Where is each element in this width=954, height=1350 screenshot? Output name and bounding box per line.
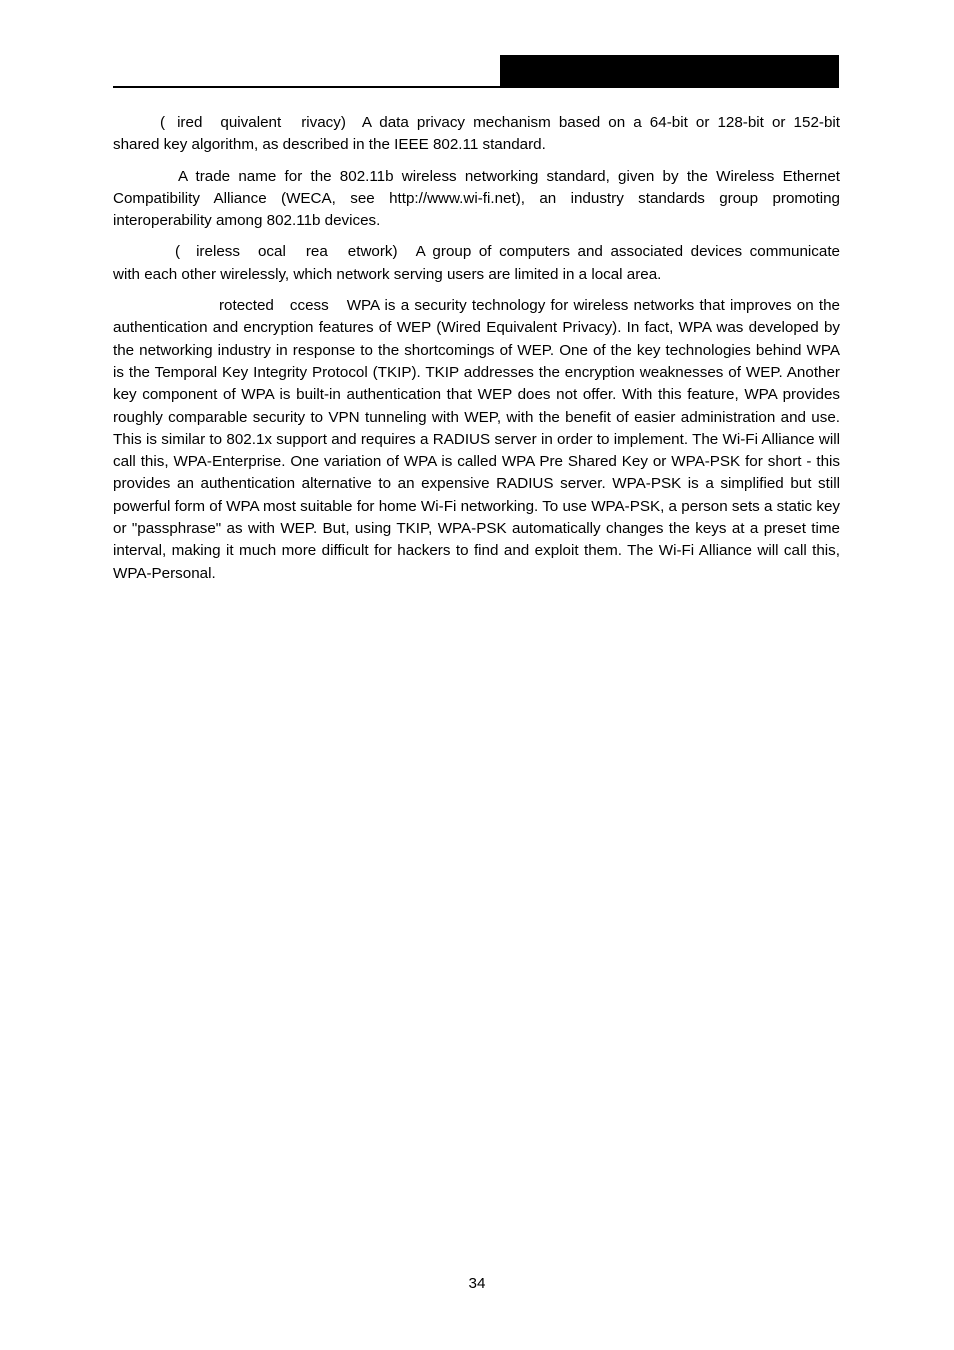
wep-term-fragment: quivalent [220,114,282,131]
wlan-term-fragment: etwork) [347,243,398,261]
glossary-entry-wlan [113,241,840,286]
glossary-entry-wifi [113,166,840,233]
wlan-term-fragment: ireless [196,243,240,261]
wep-term-fragment: rivacy) [301,114,346,131]
wep-term-fragment: ired [177,114,203,131]
header-bar [500,55,839,88]
glossary-entry-wpa [113,295,840,585]
wpa-term-fragment: ccess [289,297,329,315]
wifi-definition: A trade name for the 802.11b wireless networking standard, given by the Wireless Ethernet Compatibility Alliance (WECA, see http://www.wi-fi.net), an industry standards group promoting interoperability among 802.11b devices. [113,167,840,230]
wep-definition: A data privacy mechanism based on a 64-bit or 128-bit or 152-bit shared key algorithm, as described in the IEEE 802.11 standard. [113,114,840,154]
wlan-term-fragment: ( [175,243,181,261]
wep-term-fragment: ( [160,114,166,131]
wlan-term-fragment: rea [305,243,328,261]
wpa-term-fragment: rotected [219,297,274,315]
page-number: 34 [468,1275,486,1292]
wlan-definition: A group of computers and associated devices communicate with each other wirelessly, which network serving users are limited in a local area. [113,243,840,283]
wlan-term-fragment: ocal [257,243,286,261]
glossary-entry-wep [113,112,840,157]
glossary-content [113,112,840,594]
wpa-definition: WPA is a security technology for wireless networks that improves on the authentication and encryption features of WEP (Wired Equivalent Privacy). In fact, WPA was developed by the networking industry in response to the shortcomings of WEP. One of the key technologies behind WPA is the Temporal Key Integrity Protocol (TKIP). TKIP addresses the encryption weaknesses of WEP. Another key component of WPA is built-in authentication that WEP does not offer. With this feature, WPA provides roughly comparable security to VPN tunneling with WEP, with the benefit of easier administration and use. This is similar to 802.1x support and requires a RADIUS server in order to implement. The Wi-Fi Alliance will call this, WPA-Enterprise. One variation of WPA is called WPA Pre Shared Key or WPA-PSK for short - this provides an authentication alternative to an expensive RADIUS server. WPA-PSK is a simplified but still powerful form of WPA most suitable for home Wi-Fi networking. To use WPA-PSK, a person sets a static key or "passphrase" as with WEP. But, using TKIP, WPA-PSK automatically changes the keys at a preset time interval, making it much more difficult for hackers to find and exploit them. The Wi-Fi Alliance will call this, WPA-Personal. [113,297,840,582]
